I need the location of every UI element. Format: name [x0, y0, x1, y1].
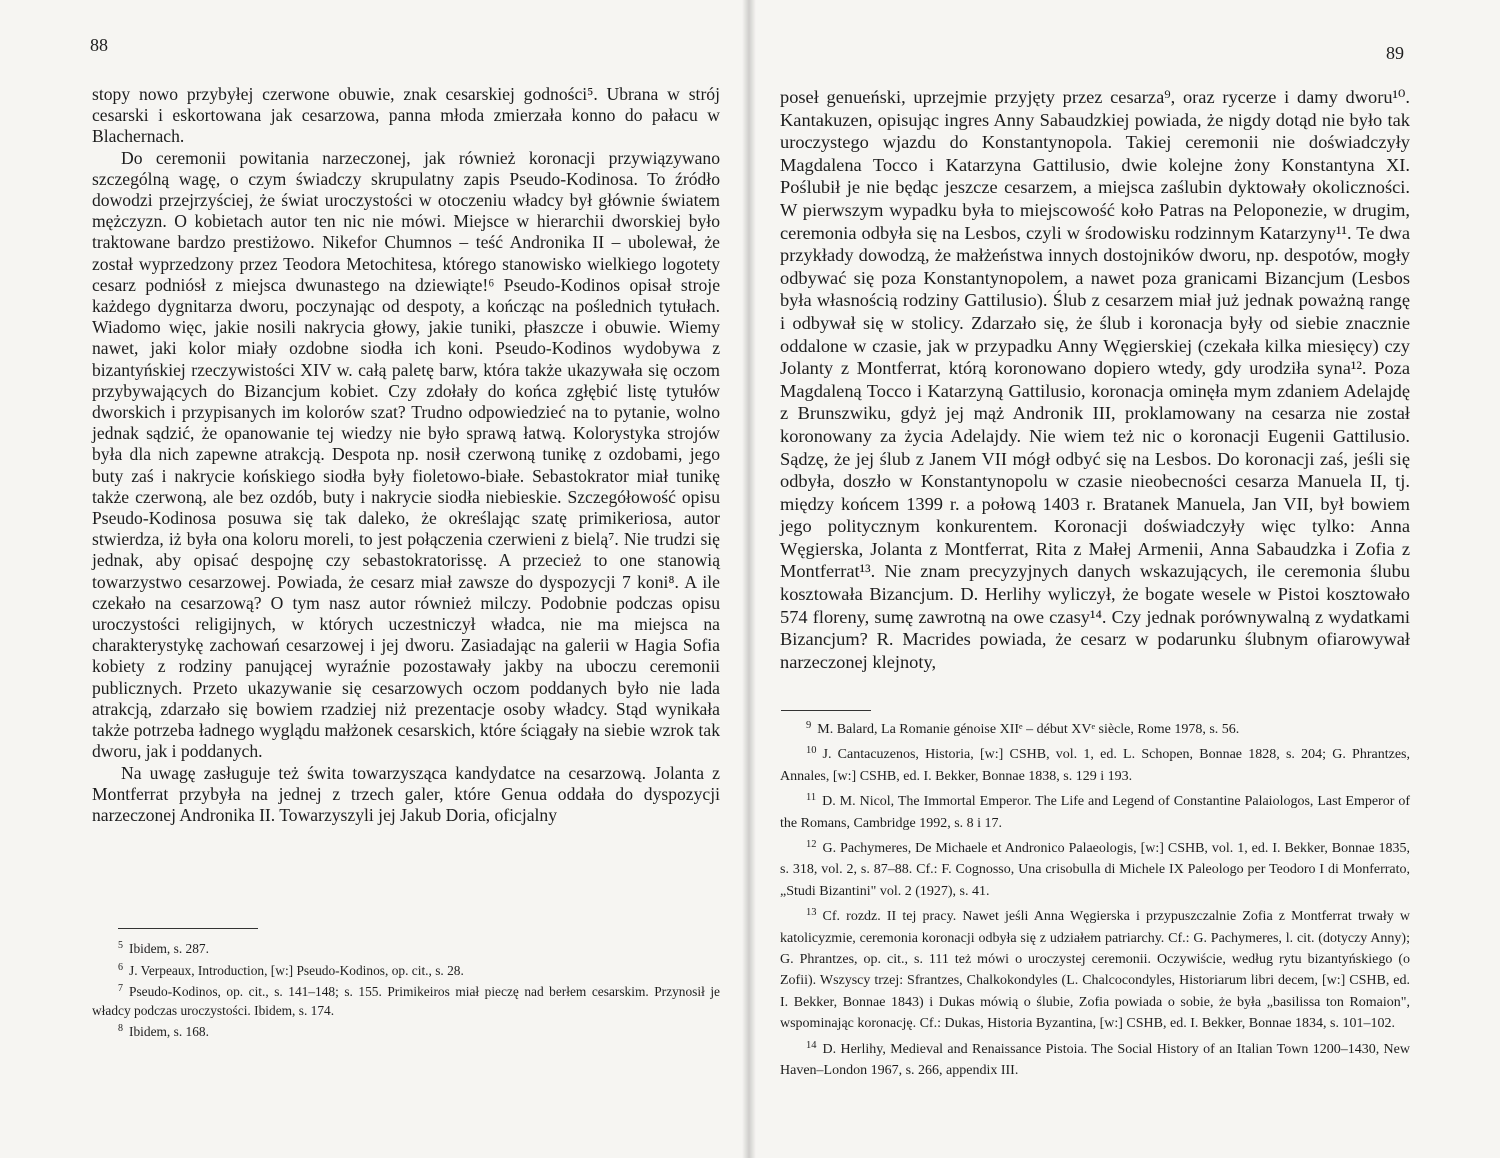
- footnote-text: J. Verpeaux, Introduction, [w:] Pseudo-Kodinos, op. cit., s. 28.: [129, 962, 464, 978]
- footnote: [780, 740, 1410, 787]
- paragraph: Na uwagę zasługuje też świta towarzysząca kandydatce na cesarzową. Jolanta z Montferrat przybyła na jednej z trzech galer, które Genua oddała do dyspozycji narzeczonej Andronika II. Towarzyszyli jej Jakub Doria, oficjalny: [92, 762, 720, 825]
- left-page: [0, 0, 742, 1158]
- footnote-number: 13: [806, 907, 817, 919]
- footnote: [92, 1020, 720, 1042]
- footnote-text: Ibidem, s. 168.: [129, 1024, 209, 1040]
- footnote: [780, 787, 1410, 834]
- footnote-divider: [118, 928, 258, 929]
- footnote-number: 9: [806, 720, 812, 731]
- footnote: [780, 715, 1410, 740]
- footnote: [92, 959, 720, 981]
- footnote-text: D. Herlihy, Medieval and Renaissance Pistoia. The Social History of an Italian Town 1200–1430, New Haven–London 1967, s. 266, appendix III.: [780, 1041, 1410, 1079]
- footnote-number: 8: [118, 1023, 123, 1035]
- paragraph: poseł genueński, uprzejmie przyjęty przez cesarza⁹, oraz rycerze i damy dworu¹⁰. Kantakuzen, opisując ingres Anny Sabaudzkiej powiada, że nigdy dotąd nie było tak uroczystego wjazdu do Konstantynopola. Takiej ceremonii nie doświadczyły Magdalena Tocco i Katarzyna Gattilusio, dwie kolejne żony Konstantyna XI. Poślubił je nie będąc jeszcze cesarzem, a miejsca zaślubin dyktowały okoliczności. W pierwszym wypadku była to miejscowość koło Patras na Peloponezie, w drugim, ceremonia odbyła się na Lesbos, czyli w środowisku rodzinnym Katarzyny¹¹. Te dwa przykłady dowodzą, że małżeństwa innych dostojników dworu, np. despotów, mogły odbywać się poza Konstantynopolem, a nawet poza granicami Bizancjum (Lesbos była własnością rodziny Gattilusio). Ślub z cesarzem miał już jednak poważną rangę i odbywał się w stolicy. Zdarzało się, że ślub i koronacja były od siebie znacznie oddalone w czasie, jak w przypadku Anny Węgierskiej (czekała kilka miesięcy) czy Jolanty z Montferrat, którą koronowano dopiero wtedy, gdy urodziła syna¹². Poza Magdaleną Tocco i Katarzyną Gattilusio, koronacja ominęła mym zdaniem Adelajdę z Brunszwiku, gdyż jej mąż Andronik III, proklamowany na cesarza nie został koronowany za życia Adelajdy. Nie wiem też nic o koronacji Eugenii Gattilusio. Sądzę, że jej ślub z Janem VII mógł odbyć się na Lesbos. Do koronacji zaś, jeśli się odbyła, doszło w Konstantynopolu w czasie nieobecności cesarza Manuela II, tj. między końcem 1399 r. a połową 1403 r. Bratanek Manuela, Jan VII, był bowiem jego politycznym konkurentem. Koronacji doświadczyły więc tylko: Anna Węgierska, Jolanta z Montferrat, Rita z Małej Armenii, Anna Sabaudzka i Zofia z Montferrat¹³. Nie znam precyzyjnych danych wskazujących, ile ceremonia ślubu kosztowała Bizancjum. D. Herlihy wyliczył, że bogate wesele w Pistoi kosztowało 574 floreny, sumę zawrotną na owe czasy¹⁴. Czy jednak porównywalną z wydatkami Bizancjum? R. Macrides powiada, że cesarz w podarunku ślubnym ofiarowywał narzeczonej klejnoty,: [780, 87, 1410, 672]
- footnote-divider: [781, 710, 871, 711]
- paragraph: Do ceremonii powitania narzeczonej, jak również koronacji przywiązywano szczególną wagę, o czym świadczy skrupulatny zapis Pseudo-Kodinosa. To źródło dowodzi przejrzyściej, że świat uroczystości w otoczeniu władcy był głównie światem mężczyzn. O kobietach autor ten nic nie mówi. Miejsce w hierarchii dworskiej było traktowane bardzo prestiżowo. Nikefor Chumnos – teść Andronika II – ubolewał, że został wyprzedzony przez Teodora Metochitesa, którego stanowisko wielkiego logotety cesarz podniósł z miejsca dwunastego na dziewiąte!⁶ Pseudo-Kodinos opisał stroje każdego dygnitarza dworu, poczynając od despoty, a kończąc na poślednich tytułach. Wiadomo więc, jakie nosili nakrycia głowy, jakie tuniki, płaszcze i obuwie. Wiemy nawet, jaki kolor miały ozdobne siodła ich koni. Pseudo-Kodinos wydobywa z bizantyńskiej rzeczywistości XIV w. całą paletę barw, która także ukazywała się oczom przybywających do Bizancjum kobiet. Czy zdołały do końca zgłębić listę tytułów dworskich i przypisanych im kolorów szat? Trudno odpowiedzieć na to pytanie, wolno jednak sądzić, że opanowanie tej wiedzy nie było sprawą łatwą. Kolorystyka strojów była dla nich zapewne atrakcją. Despota np. nosił czerwoną tunikę z ozdobami, jego buty zaś i nakrycie końskiego siodła były fioletowo-białe. Sebastokrator miał tunikę także czerwoną, ale bez ozdób, buty i nakrycie siodła niebieskie. Szczegółowość opisu Pseudo-Kodinosa posuwa się tak daleko, że określając szatę primikeriosa, autor stwierdza, iż była ona koloru moreli, to jest połączenia czerwieni z bielą⁷. Nie trudzi się jednak, aby opisać despojnę czy sebastokratorissę. A przecież to one stanowią towarzystwo cesarzowej. Powiada, że cesarz miał zawsze do dyspozycji 7 koni⁸. A ile czekało na cesarzową? O tym nasz autor również milczy. Podobnie podczas opisu uroczystości religijnych, w których uczestniczył władca, nie ma miejsca na charakterystykę zachowań cesarzowej i jej dworu. Zasiadając na galerii w Hagia Sofia kobiety z rodziny panującej wyraźnie pozostawały jakby na uboczu ceremonii publicznych. Przeto ukazywanie się cesarzowych oczom poddanych było nie lada atrakcją, zdarzało się bowiem rzadziej niż prezentacje osoby władcy. Stąd wynikała także potrzeba ładnego wyglądu małżonek cesarskich, które ściągały na siebie wzrok tak dworu, jak i poddanych.: [92, 147, 720, 762]
- footnote-text: Ibidem, s. 287.: [129, 941, 209, 956]
- footnote-text: J. Cantacuzenos, Historia, [w:] CSHB, vol. 1, ed. L. Schopen, Bonnae 1828, s. 204; G. Phrantzes, Annales, [w:] CSHB, ed. I. Bekker, Bonnae 1838, s. 129 i 193.: [780, 747, 1410, 784]
- footnote: [780, 902, 1410, 1034]
- footnote-number: 12: [806, 839, 817, 851]
- footnote: [92, 937, 720, 959]
- footnote-text: Pseudo-Kodinos, op. cit., s. 141–148; s. 155. Primikeiros miał pieczę nad berłem cesarskim. Przynosił je władcy podczas uroczystości. Ibidem, s. 174.: [92, 984, 720, 1018]
- footnote-number: 14: [806, 1039, 817, 1051]
- main-text: [92, 84, 720, 826]
- footnote-number: 7: [118, 983, 123, 995]
- footnotes: [92, 937, 720, 1042]
- book-gutter: [742, 0, 756, 1158]
- main-text: [780, 86, 1410, 673]
- footnote-text: G. Pachymeres, De Michaele et Andronico Palaeologis, [w:] CSHB, vol. 1, ed. I. Bekker, Bonnae 1835, s. 318, vol. 2, s. 87–88. Cf.: F. Cognosso, Una crisobulla di Michele IX Paleologo per Teodoro I di Monferrato, „Studi Bizantini" vol. 2 (1927), s. 41.: [780, 841, 1410, 899]
- footnote-text: D. M. Nicol, The Immortal Emperor. The Life and Legend of Constantine Palaiologos, Last Emperor of the Romans, Cambridge 1992, s. 8 i 17.: [780, 794, 1410, 831]
- footnotes: [780, 715, 1410, 1082]
- footnote: [780, 834, 1410, 902]
- footnote-text: Cf. rozdz. II tej pracy. Nawet jeśli Anna Węgierska i przypuszczalnie Zofia z Montferrat trwały w katolicyzmie, ceremonia koronacji odbyła się z udziałem patriarchy. Cf.: G. Pachymeres, l. cit. (dotyczy Anny); G. Phrantzes, op. cit., s. 111 też mówi o uroczystej ceremonii. Oczywiście, według rytu bizantyńskiego (o Zofii). Wszyscy trzej: Sfrantzes, Chalkokondyles (L. Chalcocondyles, Historiarum libri decem, [w:] CSHB, ed. I. Bekker, Bonnae 1843) i Dukas mówią o ślubie, Zofia powiada o sobie, że była „basilissa ton Romaion", wspominając koronację. Cf.: Dukas, Historia Byzantina, [w:] CSHB, ed. I. Bekker, Bonnae 1834, s. 101–102.: [780, 909, 1410, 1032]
- paragraph: stopy nowo przybyłej czerwone obuwie, znak cesarskiej godności⁵. Ubrana w strój cesarski i eskortowana jak cesarzowa, panna młoda zmierzała konno do pałacu w Blachernach.: [92, 84, 720, 147]
- footnote: [92, 980, 720, 1020]
- right-page: [756, 0, 1500, 1158]
- footnote-number: 6: [118, 961, 123, 973]
- footnote-number: 11: [806, 792, 817, 804]
- page-number: 89: [1386, 43, 1404, 63]
- footnote: [780, 1035, 1410, 1082]
- page-number: 88: [90, 35, 108, 55]
- footnote-text: M. Balard, La Romanie génoise XIIᵉ – début XVᵉ siècle, Rome 1978, s. 56.: [817, 722, 1240, 737]
- footnote-number: 10: [806, 745, 817, 757]
- footnote-number: 5: [118, 940, 123, 951]
